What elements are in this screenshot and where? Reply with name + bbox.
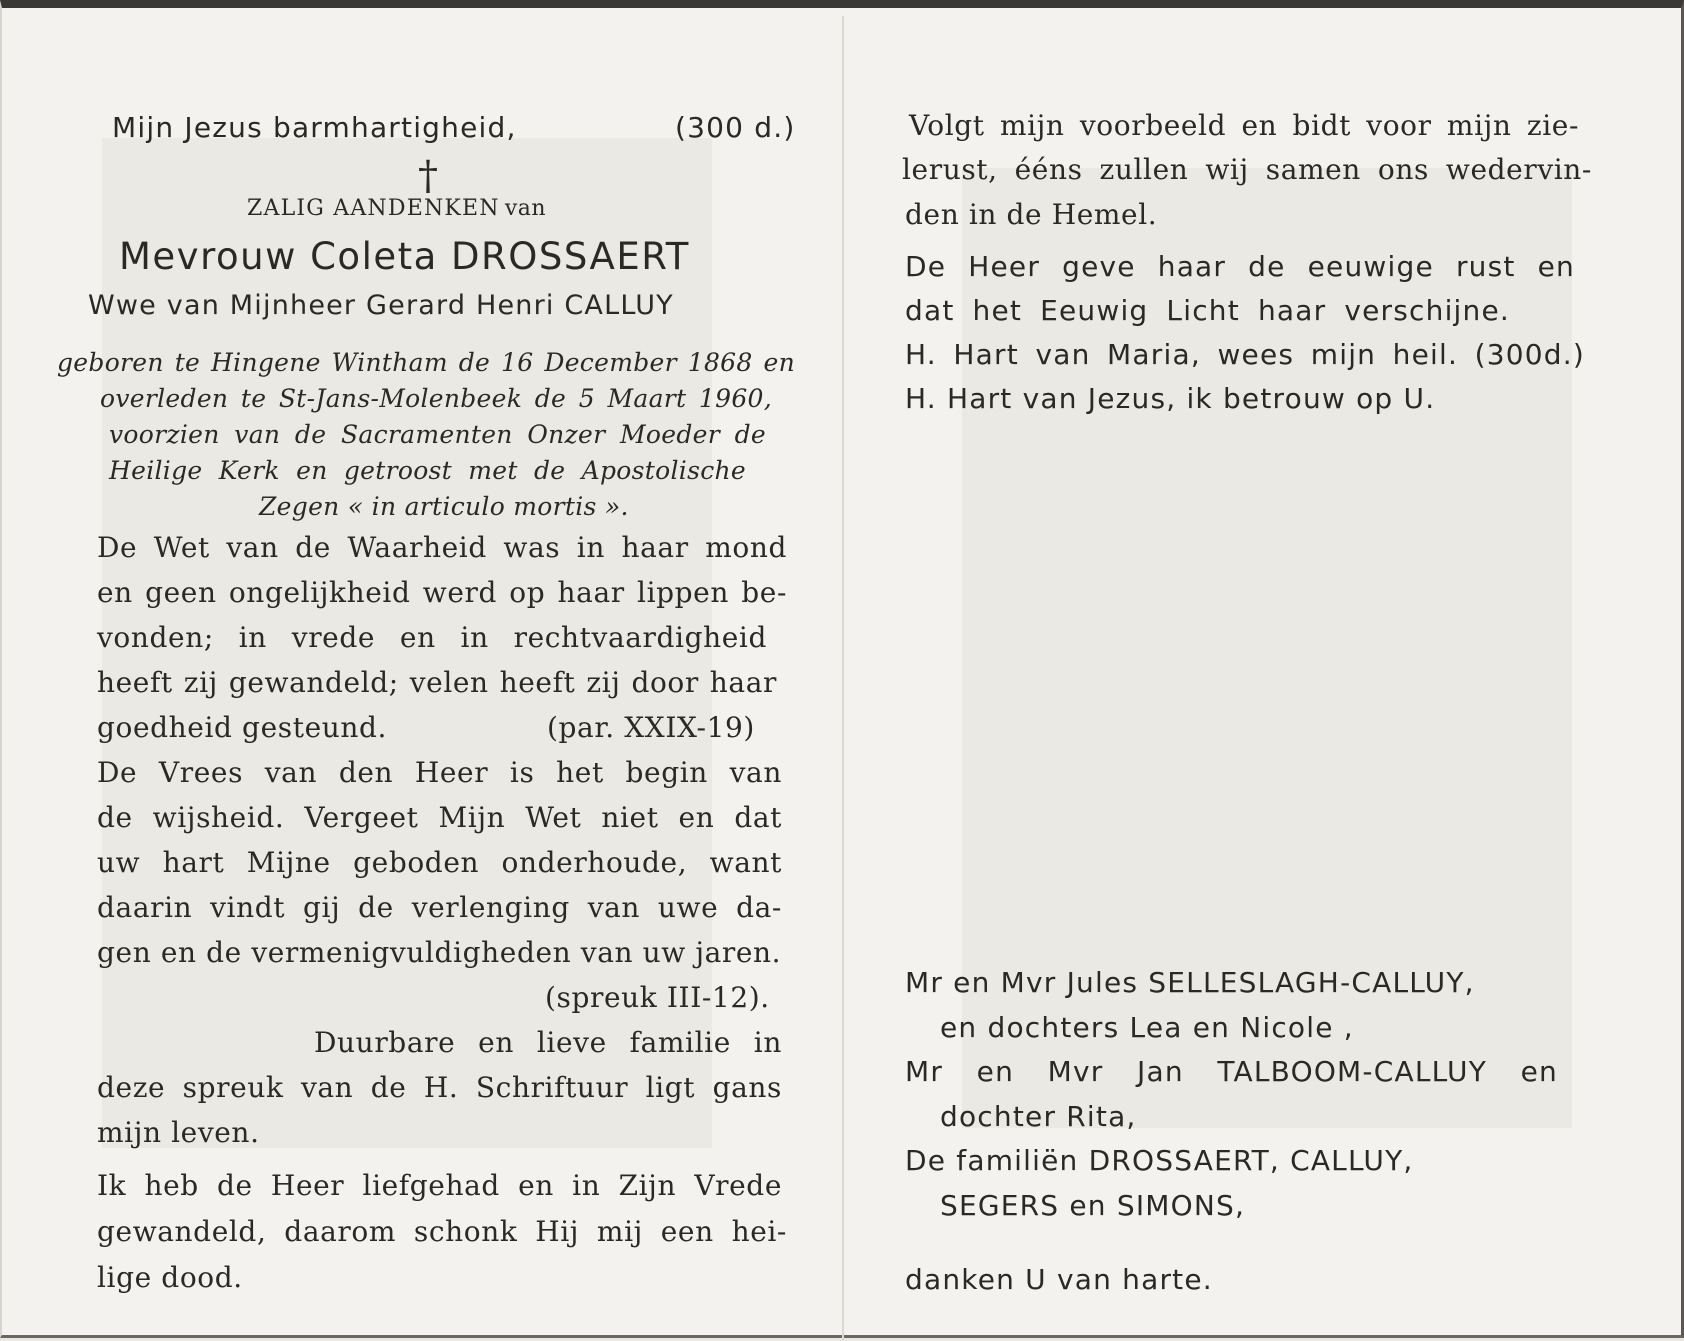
- memorial-heading: [247, 198, 627, 220]
- heading-caps: ZALIG AANDENKEN: [247, 196, 500, 221]
- family-line-6: SEGERS en SIMONS,: [940, 1189, 1246, 1222]
- indulgence-note: (300 d.): [675, 111, 796, 144]
- prayer-right-line-1: Volgt mijn voorbeeld en bidt voor mijn zie-: [909, 109, 1579, 142]
- message-line-3: mijn leven.: [97, 1116, 260, 1149]
- verse2-line-4: daarin vindt gij de verlenging van uwe da-: [97, 891, 782, 924]
- prayer-right-line-7: H. Hart van Jezus, ik betrouw op U.: [905, 382, 1436, 415]
- deceased-name: Mevrouw Coleta DROSSAERT: [119, 235, 690, 278]
- verse1-reference: (par. XXIX-19): [547, 711, 755, 744]
- verse2-reference: (spreuk III-12).: [545, 981, 770, 1014]
- verse2-line-5: gen en de vermenigvuldigheden van uw jaren.: [97, 936, 782, 969]
- verse1-line-5: goedheid gesteund.: [97, 711, 388, 744]
- widow-line: Wwe van Mijnheer Gerard Henri CALLUY: [88, 290, 674, 321]
- closing-line-2: gewandeld, daarom schonk Hij mij een hei-: [97, 1215, 787, 1248]
- thanks-line: danken U van harte.: [905, 1263, 1213, 1296]
- verse2-line-3: uw hart Mijne geboden onderhoude, want: [97, 846, 782, 879]
- prayer-right-line-5: dat het Eeuwig Licht haar verschijne.: [905, 294, 1510, 327]
- prayer-right-line-4: De Heer geve haar de eeuwige rust en: [905, 250, 1575, 283]
- bio-line-4: Heilige Kerk en getroost met de Apostolische: [109, 456, 746, 485]
- card-fold: [842, 16, 844, 1341]
- message-line-1: Duurbare en lieve familie in: [314, 1026, 782, 1059]
- verse1-line-3: vonden; in vrede en in rechtvaardigheid: [97, 621, 767, 654]
- verse1-line-4: heeft zij gewandeld; velen heeft zij door haar: [97, 666, 777, 699]
- family-line-5: De familiën DROSSAERT, CALLUY,: [905, 1144, 1414, 1177]
- prayer-right-line-3: den in de Hemel.: [905, 198, 1158, 231]
- bio-line-5: Zegen « in articulo mortis ».: [259, 492, 629, 521]
- verse2-line-1: De Vrees van den Heer is het begin van: [97, 756, 782, 789]
- family-line-1: Mr en Mvr Jules SELLESLAGH-CALLUY,: [905, 966, 1475, 999]
- family-line-4: dochter Rita,: [940, 1100, 1137, 1133]
- family-line-2: en dochters Lea en Nicole ,: [940, 1011, 1354, 1044]
- family-line-3: Mr en Mvr Jan TALBOOM-CALLUY en: [905, 1055, 1558, 1088]
- verse1-line-2: en geen ongelijkheid werd op haar lippen be-: [97, 576, 787, 609]
- bio-line-3: voorzien van de Sacramenten Onzer Moeder de: [109, 420, 766, 449]
- closing-line-1: Ik heb de Heer liefgehad en in Zijn Vrede: [97, 1169, 782, 1202]
- cross-icon: †: [418, 153, 438, 199]
- verse1-line-1: De Wet van de Waarheid was in haar mond: [97, 531, 787, 564]
- verse2-line-2: de wijsheid. Vergeet Mijn Wet niet en dat: [97, 801, 782, 834]
- prayer-line: Mijn Jezus barmhartigheid,: [112, 111, 517, 144]
- prayer-right-line-2: lerust, ééns zullen wij samen ons wedervin-: [902, 153, 1592, 186]
- bio-line-2: overleden te St-Jans-Molenbeek de 5 Maart 1960,: [100, 384, 772, 413]
- bio-line-1: geboren te Hingene Wintham de 16 December 1868 en: [57, 348, 795, 377]
- message-line-2: deze spreuk van de H. Schriftuur ligt gans: [97, 1071, 782, 1104]
- prayer-right-line-6: H. Hart van Maria, wees mijn heil. (300d.): [905, 338, 1585, 371]
- closing-line-3: lige dood.: [97, 1261, 243, 1294]
- heading-van: van: [504, 196, 547, 221]
